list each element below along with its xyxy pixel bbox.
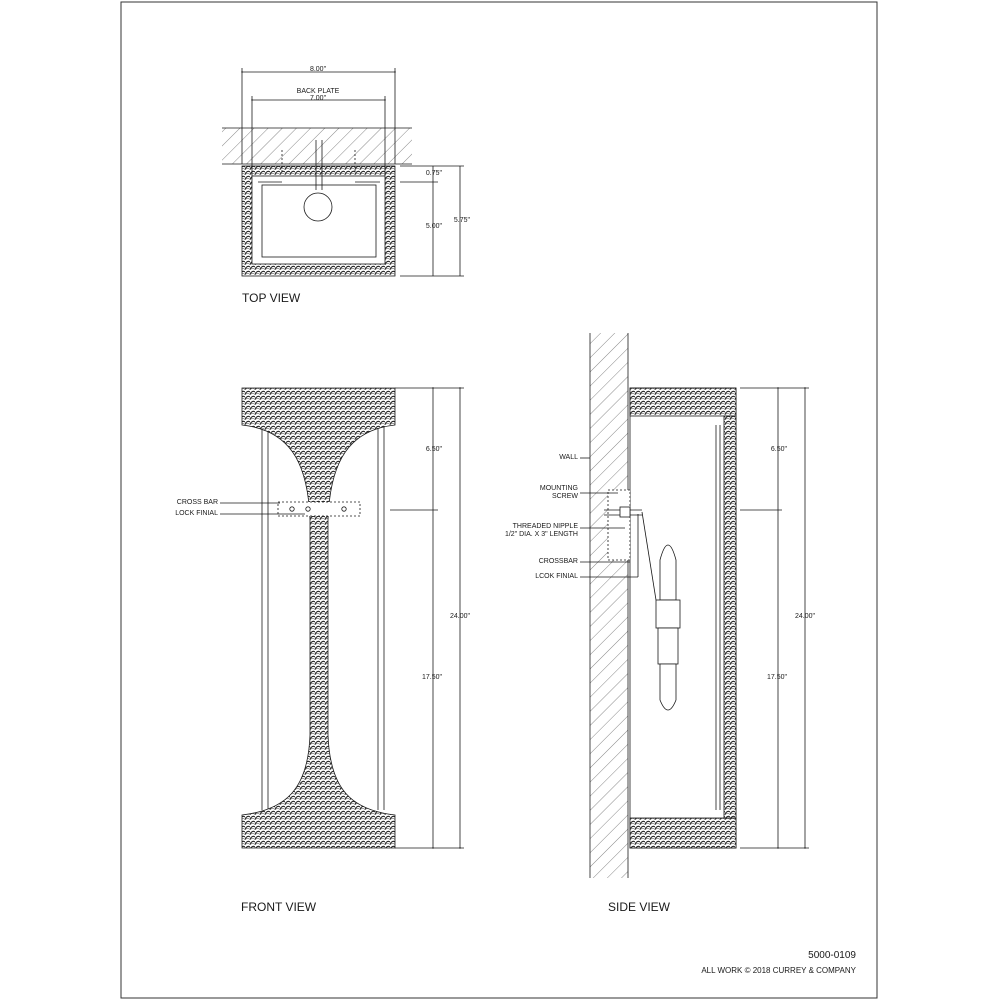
front-rope-frame <box>242 388 395 848</box>
front-label-lock-finial: LOCK FINIAL <box>175 510 218 517</box>
front-dim-650: 6.50" <box>425 446 442 453</box>
front-label-cross-bar: CROSS BAR <box>176 499 218 506</box>
side-candle <box>660 545 676 600</box>
side-rope-top <box>630 388 736 416</box>
side-label-threaded-nipple: THREADED NIPPLE 1/2" DIA. X 3" LENGTH <box>504 523 578 538</box>
front-view-drawing <box>220 388 464 848</box>
side-label-wall: WALL <box>559 454 578 461</box>
top-dim-width: 8.00" <box>309 66 327 73</box>
top-dim-back-plate: 7.00" <box>309 95 327 102</box>
copyright-notice: ALL WORK © 2018 CURREY & COMPANY <box>701 966 856 975</box>
side-label-mounting-screw: MOUNTING SCREW <box>539 485 578 500</box>
front-dim-2400: 24.00" <box>449 613 470 620</box>
front-view-title: FRONT VIEW <box>241 900 317 914</box>
top-view-title: TOP VIEW <box>242 291 301 305</box>
top-mount-hatch <box>222 128 412 164</box>
front-dim-1750: 17.50" <box>421 674 442 681</box>
side-view-drawing <box>580 333 809 878</box>
top-back-plate-label: BACK PLATE <box>296 88 340 95</box>
side-wall-hatch <box>590 333 628 878</box>
side-label-lock-finial: LCOK FINIAL <box>535 573 578 580</box>
part-number: 5000-0109 <box>808 950 856 961</box>
side-view-title: SIDE VIEW <box>608 900 671 914</box>
side-dim-2400: 24.00" <box>794 613 815 620</box>
side-rope-front <box>724 416 736 818</box>
top-dim-075: 0.75" <box>425 170 442 177</box>
side-dim-650: 6.50" <box>770 446 787 453</box>
top-dim-500: 5.00" <box>425 223 442 230</box>
side-label-crossbar: CROSSBAR <box>538 558 578 565</box>
side-rope-bottom <box>630 818 736 848</box>
side-dim-1750: 17.50" <box>766 674 787 681</box>
top-dim-575: 5.75" <box>453 217 470 224</box>
